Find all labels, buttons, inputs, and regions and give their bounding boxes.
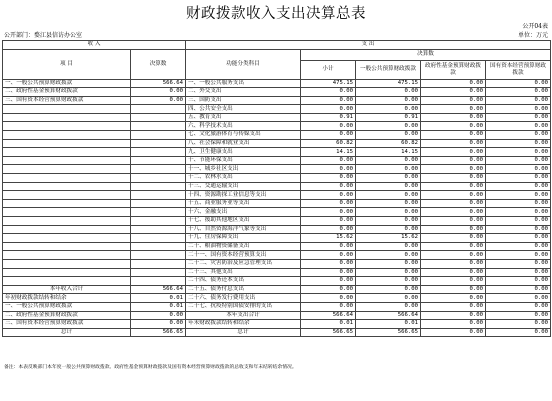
income-amount-cell — [131, 191, 186, 200]
state-capital-cell: 0.00 — [486, 174, 551, 183]
amount-header: 决算数 — [131, 49, 186, 79]
income-amount-cell — [131, 122, 186, 131]
gov-fund-cell: 0.00 — [421, 328, 486, 337]
gov-fund-cell: 0.00 — [421, 174, 486, 183]
table-row — [3, 320, 551, 329]
expense-header: 支 出 — [186, 41, 551, 50]
table-row — [3, 182, 551, 191]
income-amount-cell: 0.00 — [131, 88, 186, 97]
income-item-cell: 三、国有资本经营预算财政拨款 — [3, 96, 131, 105]
table-row — [3, 302, 551, 311]
income-amount-cell — [131, 225, 186, 234]
final-header: 决算数 — [301, 49, 551, 60]
general-budget-cell: 0.00 — [356, 122, 421, 131]
subtotal-cell: 0.91 — [301, 113, 356, 122]
gov-fund-cell: 0.00 — [421, 208, 486, 217]
income-item-cell — [3, 259, 131, 268]
general-budget-cell: 0.00 — [356, 105, 421, 114]
gov-fund-cell: 0.00 — [421, 320, 486, 329]
subtotal-cell: 475.15 — [301, 79, 356, 88]
general-budget-cell: 0.00 — [356, 259, 421, 268]
expense-item-cell: 总计 — [186, 328, 301, 337]
general-budget-cell: 0.00 — [356, 294, 421, 303]
form-code: 公开04表 — [522, 23, 548, 30]
subtotal-cell: 0.00 — [301, 199, 356, 208]
expense-item-cell: 十七、援助其他地区支出 — [186, 217, 301, 226]
general-budget-cell: 0.00 — [356, 199, 421, 208]
general-budget-cell: 566.65 — [356, 328, 421, 337]
expense-item-cell: 九、卫生健康支出 — [186, 148, 301, 157]
income-amount-cell — [131, 242, 186, 251]
state-capital-cell: 0.00 — [486, 182, 551, 191]
general-budget-cell: 0.00 — [356, 131, 421, 140]
subtotal-cell: 0.00 — [301, 131, 356, 140]
state-capital-cell: 0.00 — [486, 96, 551, 105]
table-row — [3, 96, 551, 105]
table-row — [3, 191, 551, 200]
general-budget-cell: 14.15 — [356, 148, 421, 157]
gov-fund-cell: 0.00 — [421, 294, 486, 303]
expense-item-cell: 十二、农林水支出 — [186, 174, 301, 183]
income-amount-cell — [131, 165, 186, 174]
gov-fund-cell: 0.00 — [421, 191, 486, 200]
expense-item-cell: 十三、交通运输支出 — [186, 182, 301, 191]
gov-fund-cell: 0.00 — [421, 199, 486, 208]
state-capital-cell: 0.00 — [486, 328, 551, 337]
gov-fund-cell: 0.00 — [421, 113, 486, 122]
gov-fund-cell: 0.00 — [421, 148, 486, 157]
subtotal-cell: 0.00 — [301, 96, 356, 105]
expense-item-cell: 二十一、国有资本经营预算支出 — [186, 251, 301, 260]
state-capital-cell: 0.00 — [486, 208, 551, 217]
department-label: 公开部门：婺江县信访办公室 — [4, 32, 83, 39]
gov-fund-cell: 0.00 — [421, 285, 486, 294]
income-item-cell — [3, 234, 131, 243]
expense-item-cell: 二十七、抗疫特别国债安排的支出 — [186, 302, 301, 311]
income-amount-cell — [131, 182, 186, 191]
income-amount-cell — [131, 268, 186, 277]
income-item-cell: 三、国有资本经营预算财政拨款 — [3, 320, 131, 329]
general-budget-cell: 0.00 — [356, 268, 421, 277]
general-budget-cell: 0.00 — [356, 285, 421, 294]
footnote: 备注：本表反映部门本年度一般公共预算财政拨款、政府性基金预算财政拨款及国有资本经营预算财政拨款的总收支和年末结转结余情况。 — [4, 365, 297, 370]
income-amount-cell — [131, 259, 186, 268]
gov-fund-cell: 0.00 — [421, 122, 486, 131]
general-budget-cell: 0.00 — [356, 208, 421, 217]
gov-fund-cell: 0.00 — [421, 277, 486, 286]
state-capital-cell: 0.00 — [486, 234, 551, 243]
income-amount-cell — [131, 199, 186, 208]
state-capital-cell: 0.00 — [486, 113, 551, 122]
expense-item-cell: 二十三、其他支出 — [186, 268, 301, 277]
income-header: 收 入 — [3, 41, 186, 50]
expense-item-cell: 五、教育支出 — [186, 113, 301, 122]
finance-table — [2, 40, 551, 337]
gov-fund-cell: 0.00 — [421, 225, 486, 234]
income-item-cell — [3, 131, 131, 140]
income-amount-cell — [131, 277, 186, 286]
general-budget-cell: 0.91 — [356, 113, 421, 122]
state-capital-cell: 0.00 — [486, 320, 551, 329]
income-item-cell: 一、一般公共预算财政拨款 — [3, 302, 131, 311]
income-item-cell — [3, 242, 131, 251]
subtotal-cell: 0.00 — [301, 225, 356, 234]
state-capital-cell: 0.00 — [486, 294, 551, 303]
table-row — [3, 131, 551, 140]
income-item-cell — [3, 122, 131, 131]
expense-item-cell: 六、科学技术支出 — [186, 122, 301, 131]
table-row — [3, 328, 551, 337]
gov-fund-cell: 0.00 — [421, 311, 486, 320]
income-item-cell — [3, 182, 131, 191]
subtotal-cell: 0.00 — [301, 156, 356, 165]
income-amount-cell: 0.01 — [131, 294, 186, 303]
gov-fund-cell: 0.00 — [421, 96, 486, 105]
income-item-cell — [3, 165, 131, 174]
table-row — [3, 234, 551, 243]
expense-item-cell: 四、公共安全支出 — [186, 105, 301, 114]
income-amount-cell — [131, 174, 186, 183]
expense-item-cell: 十、节能环保支出 — [186, 156, 301, 165]
general-budget-cell: 0.01 — [356, 320, 421, 329]
general-budget-cell: 60.82 — [356, 139, 421, 148]
gov-fund-cell: 0.00 — [421, 251, 486, 260]
general-budget-cell: 0.00 — [356, 277, 421, 286]
subtotal-cell: 0.00 — [301, 191, 356, 200]
gov-fund-cell: 0.00 — [421, 259, 486, 268]
table-row — [3, 311, 551, 320]
income-item-cell: 一、一般公共预算财政拨款 — [3, 79, 131, 88]
income-item-cell — [3, 174, 131, 183]
income-item-cell — [3, 268, 131, 277]
income-amount-cell — [131, 131, 186, 140]
subtotal-cell: 0.00 — [301, 88, 356, 97]
income-item-cell: 二、政府性基金预算财政拨款 — [3, 88, 131, 97]
gov-fund-cell: 0.00 — [421, 88, 486, 97]
unit-label: 单位：万元 — [517, 32, 548, 39]
state-capital-cell: 0.00 — [486, 302, 551, 311]
subtotal-cell: 0.00 — [301, 182, 356, 191]
general-budget-cell: 0.00 — [356, 88, 421, 97]
gov-fund-cell: 0.00 — [421, 139, 486, 148]
state-capital-cell: 0.00 — [486, 148, 551, 157]
table-row — [3, 148, 551, 157]
income-amount-cell: 566.64 — [131, 79, 186, 88]
subtotal-cell: 60.82 — [301, 139, 356, 148]
state-capital-cell: 0.00 — [486, 88, 551, 97]
state-capital-header: 国有资本经营预算财政拨款 — [486, 60, 551, 79]
expense-item-cell: 二十六、债务发行费用支出 — [186, 294, 301, 303]
expense-item-cell: 十九、住房保障支出 — [186, 234, 301, 243]
func-item-header: 功能分类科目 — [186, 49, 301, 79]
income-amount-cell — [131, 139, 186, 148]
income-item-cell: 二、政府性基金预算财政拨款 — [3, 311, 131, 320]
income-item-cell: 本年收入合计 — [3, 285, 131, 294]
income-amount-cell — [131, 234, 186, 243]
state-capital-cell: 0.00 — [486, 251, 551, 260]
income-item-cell — [3, 208, 131, 217]
table-row — [3, 259, 551, 268]
general-budget-cell: 566.64 — [356, 311, 421, 320]
subtotal-cell: 0.00 — [301, 268, 356, 277]
report-title: 财政拨款收入支出决算总表 — [186, 6, 366, 22]
expense-item-cell: 二十五、债务付息支出 — [186, 285, 301, 294]
income-item-cell — [3, 139, 131, 148]
income-item-cell — [3, 148, 131, 157]
expense-item-cell: 十六、金融支出 — [186, 208, 301, 217]
state-capital-cell: 0.00 — [486, 122, 551, 131]
state-capital-cell: 0.00 — [486, 191, 551, 200]
income-amount-cell: 0.00 — [131, 96, 186, 105]
gov-fund-header: 政府性基金预算财政拨款 — [421, 60, 486, 79]
table-row — [3, 199, 551, 208]
state-capital-cell: 0.00 — [486, 225, 551, 234]
subtotal-cell: 14.15 — [301, 148, 356, 157]
subtotal-cell: 0.00 — [301, 259, 356, 268]
table-row — [3, 174, 551, 183]
table-row — [3, 285, 551, 294]
income-amount-cell — [131, 113, 186, 122]
subtotal-cell: 0.00 — [301, 277, 356, 286]
general-budget-cell: 0.00 — [356, 156, 421, 165]
general-budget-cell: 0.00 — [356, 242, 421, 251]
gov-fund-cell: 0.00 — [421, 156, 486, 165]
item-header: 项 目 — [3, 49, 131, 79]
subtotal-cell: 0.00 — [301, 165, 356, 174]
gov-fund-cell: 0.00 — [421, 234, 486, 243]
expense-item-cell: 二十二、灾害防治及应急管理支出 — [186, 259, 301, 268]
income-item-cell — [3, 113, 131, 122]
general-budget-cell: 0.00 — [356, 225, 421, 234]
income-amount-cell — [131, 105, 186, 114]
expense-item-cell: 十五、商业服务业等支出 — [186, 199, 301, 208]
state-capital-cell: 0.00 — [486, 311, 551, 320]
income-amount-cell: 0.00 — [131, 311, 186, 320]
income-item-cell — [3, 105, 131, 114]
table-row — [3, 79, 551, 88]
subtotal-cell: 0.00 — [301, 217, 356, 226]
subtotal-cell: 0.00 — [301, 294, 356, 303]
subtotal-cell: 0.00 — [301, 105, 356, 114]
income-amount-cell: 566.64 — [131, 285, 186, 294]
expense-item-cell: 本年支出合计 — [186, 311, 301, 320]
subtotal-cell: 0.00 — [301, 174, 356, 183]
state-capital-cell: 0.00 — [486, 165, 551, 174]
income-item-cell: 总计 — [3, 328, 131, 337]
general-budget-cell: 15.62 — [356, 234, 421, 243]
general-budget-cell: 0.00 — [356, 302, 421, 311]
expense-item-cell: 年末财政拨款结转和结余 — [186, 320, 301, 329]
table-row — [3, 225, 551, 234]
expense-item-cell: 十四、资源勘探工业信息等支出 — [186, 191, 301, 200]
table-body — [3, 79, 551, 337]
income-item-cell — [3, 156, 131, 165]
income-amount-cell: 0.00 — [131, 320, 186, 329]
income-item-cell — [3, 199, 131, 208]
table-row — [3, 139, 551, 148]
state-capital-cell: 0.00 — [486, 217, 551, 226]
income-item-cell — [3, 277, 131, 286]
table-row — [3, 242, 551, 251]
gov-fund-cell: 0.00 — [421, 165, 486, 174]
table-row — [3, 208, 551, 217]
gov-fund-cell: 0.00 — [421, 105, 486, 114]
expense-item-cell: 二、外交支出 — [186, 88, 301, 97]
subtotal-header: 小计 — [301, 60, 356, 79]
income-amount-cell — [131, 208, 186, 217]
subtotal-cell: 15.62 — [301, 234, 356, 243]
table-row — [3, 88, 551, 97]
state-capital-cell: 0.00 — [486, 199, 551, 208]
expense-item-cell: 十一、城乡社区支出 — [186, 165, 301, 174]
general-budget-cell: 0.00 — [356, 251, 421, 260]
state-capital-cell: 0.00 — [486, 139, 551, 148]
table-row — [3, 277, 551, 286]
income-item-cell — [3, 191, 131, 200]
subtotal-cell: 566.65 — [301, 328, 356, 337]
state-capital-cell: 0.00 — [486, 105, 551, 114]
gov-fund-cell: 0.00 — [421, 242, 486, 251]
income-amount-cell — [131, 217, 186, 226]
subtotal-cell: 0.01 — [301, 320, 356, 329]
state-capital-cell: 0.00 — [486, 277, 551, 286]
general-budget-cell: 475.15 — [356, 79, 421, 88]
expense-item-cell: 十八、自然资源海洋气象等支出 — [186, 225, 301, 234]
table-row — [3, 165, 551, 174]
income-item-cell: 年初财政拨款结转和结余 — [3, 294, 131, 303]
subtotal-cell: 0.00 — [301, 242, 356, 251]
state-capital-cell: 0.00 — [486, 259, 551, 268]
gov-fund-cell: 0.00 — [421, 182, 486, 191]
state-capital-cell: 0.00 — [486, 242, 551, 251]
general-budget-cell: 0.00 — [356, 174, 421, 183]
gov-fund-cell: 0.00 — [421, 79, 486, 88]
income-amount-cell — [131, 251, 186, 260]
expense-item-cell: 七、文化旅游体育与传媒支出 — [186, 131, 301, 140]
income-amount-cell — [131, 156, 186, 165]
table-row — [3, 268, 551, 277]
subtotal-cell: 0.00 — [301, 122, 356, 131]
gov-fund-cell: 0.00 — [421, 131, 486, 140]
table-row — [3, 113, 551, 122]
expense-item-cell: 二十四、债务还本支出 — [186, 277, 301, 286]
general-budget-cell: 0.00 — [356, 165, 421, 174]
subtotal-cell: 0.00 — [301, 208, 356, 217]
state-capital-cell: 0.00 — [486, 79, 551, 88]
state-capital-cell: 0.00 — [486, 131, 551, 140]
general-budget-cell: 0.00 — [356, 217, 421, 226]
gov-fund-cell: 0.00 — [421, 302, 486, 311]
expense-item-cell: 三、国防支出 — [186, 96, 301, 105]
general-budget-cell: 0.00 — [356, 96, 421, 105]
income-item-cell — [3, 251, 131, 260]
expense-item-cell: 八、社会保障和就业支出 — [186, 139, 301, 148]
table-row — [3, 122, 551, 131]
income-amount-cell: 0.01 — [131, 302, 186, 311]
state-capital-cell: 0.00 — [486, 156, 551, 165]
table-row — [3, 156, 551, 165]
gov-fund-cell: 0.00 — [421, 217, 486, 226]
income-item-cell — [3, 217, 131, 226]
table-row — [3, 217, 551, 226]
general-budget-cell: 0.00 — [356, 182, 421, 191]
income-amount-cell: 566.65 — [131, 328, 186, 337]
income-item-cell — [3, 225, 131, 234]
expense-item-cell: 二十、粮油物资储备支出 — [186, 242, 301, 251]
table-row — [3, 105, 551, 114]
subtotal-cell: 0.00 — [301, 251, 356, 260]
subtotal-cell: 0.00 — [301, 285, 356, 294]
table-row — [3, 251, 551, 260]
state-capital-cell: 0.00 — [486, 268, 551, 277]
gov-fund-cell: 0.00 — [421, 268, 486, 277]
state-capital-cell: 0.00 — [486, 285, 551, 294]
subtotal-cell: 0.00 — [301, 302, 356, 311]
table-row — [3, 294, 551, 303]
income-amount-cell — [131, 148, 186, 157]
expense-item-cell: 一、一般公共服务支出 — [186, 79, 301, 88]
subtotal-cell: 566.64 — [301, 311, 356, 320]
general-budget-header: 一般公共预算财政拨款 — [356, 60, 421, 79]
general-budget-cell: 0.00 — [356, 191, 421, 200]
